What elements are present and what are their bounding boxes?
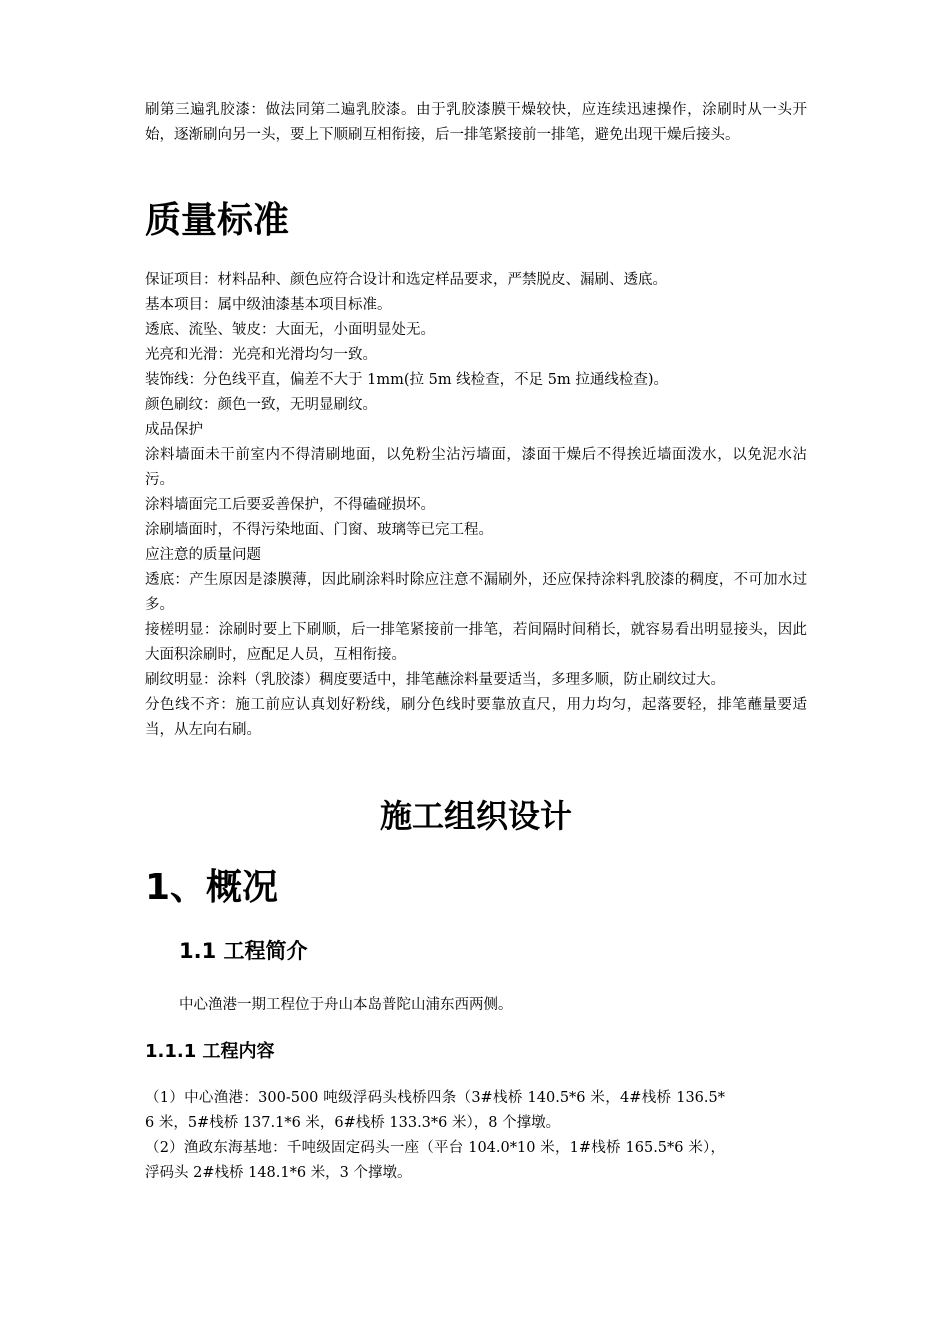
quality-item: 透底：产生原因是漆膜薄，因此刷涂料时除应注意不漏刷外，还应保持涂料乳胶漆的稠度，不可加水过多。 [145, 572, 807, 613]
quality-item: 刷纹明显：涂料（乳胶漆）稠度要适中，排笔蘸涂料量要适当，多理多顺，防止刷纹过大。 [145, 672, 725, 688]
quality-standard-heading: 质量标准 [145, 200, 290, 241]
quality-item: 基本项目：属中级油漆基本项目标准。 [145, 297, 392, 313]
intro-paragraph: 刷第三遍乳胶漆：做法同第二遍乳胶漆。由于乳胶漆膜干燥较快，应连续迅速操作，涂刷时从一头开始，逐渐刷向另一头，要上下顺刷互相衔接，后一排笔紧接前一排笔，避免出现干燥后接头。 [145, 102, 807, 143]
quality-item: 涂料墙面完工后要妥善保护，不得磕碰损坏。 [145, 497, 435, 513]
quality-item: 装饰线：分色线平直，偏差不大于 1mm(拉 5m 线检查，不足 5m 拉通线检查)。 [145, 372, 669, 388]
quality-item: 分色线不齐：施工前应认真划好粉线，刷分色线时要靠放直尺，用力均匀，起落要轻，排笔蘸量要适当，从左向右刷。 [145, 697, 807, 738]
quality-item: 涂料墙面未干前室内不得清刷地面，以免粉尘沾污墙面，漆面干燥后不得挨近墙面泼水，以免泥水沾污。 [145, 447, 807, 488]
quality-issues-label: 应注意的质量问题 [145, 547, 261, 563]
project-content-heading: 1.1.1 工程内容 [145, 1041, 275, 1062]
quality-item: 保证项目：材料品种、颜色应符合设计和选定样品要求，严禁脱皮、漏刷、透底。 [145, 272, 667, 288]
overview-heading: 1、概况 [145, 867, 279, 908]
project-intro-heading: 1.1 工程简介 [179, 939, 308, 963]
quality-item: 接槎明显：涂刷时要上下刷顺，后一排笔紧接前一排笔，若间隔时间稍长，就容易看出明显接头，因此大面积涂刷时，应配足人员，互相衔接。 [145, 622, 807, 663]
project-content-item: （1）中心渔港：300-500 吨级浮码头栈桥四条（3#栈桥 140.5*6 米，4#栈桥 136.5*6 米，5#栈桥 137.1*6 米，6#栈桥 133.3*6 米），8 个撑墩。 [145, 1090, 725, 1131]
product-protection-label: 成品保护 [145, 422, 203, 438]
quality-item: 光亮和光滑：光亮和光滑均匀一致。 [145, 347, 377, 363]
project-intro-paragraph: 中心渔港一期工程位于舟山本岛普陀山浦东西两侧。 [179, 997, 513, 1013]
quality-item: 颜色刷纹：颜色一致，无明显刷纹。 [145, 397, 377, 413]
quality-item: 透底、流坠、皱皮：大面无，小面明显处无。 [145, 322, 435, 338]
project-content-item: （2）渔政东海基地：千吨级固定码头一座（平台 104.0*10 米，1#栈桥 165.5*6 米），浮码头 2#栈桥 148.1*6 米，3 个撑墩。 [145, 1140, 725, 1181]
quality-item: 涂刷墙面时，不得污染地面、门窗、玻璃等已完工程。 [145, 522, 493, 538]
construction-design-title: 施工组织设计 [379, 797, 572, 835]
